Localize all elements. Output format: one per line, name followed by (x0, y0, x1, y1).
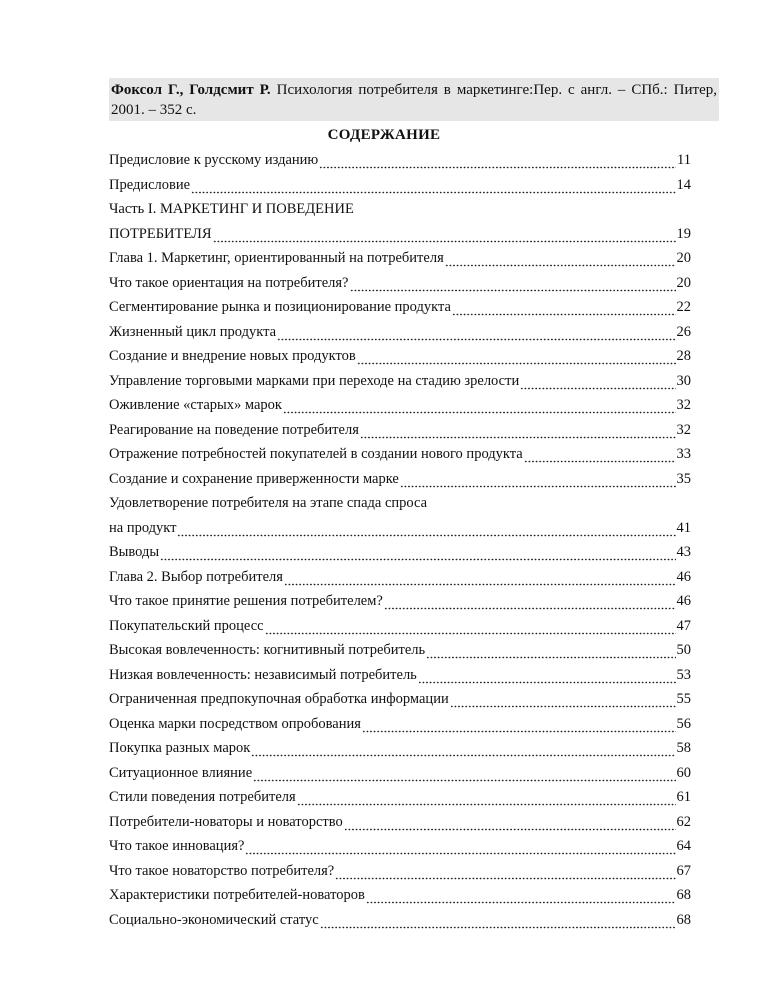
toc-entry-title: Социально-экономический статус (109, 911, 319, 928)
toc-dot-leader (344, 817, 676, 831)
toc-dot-leader (452, 302, 676, 316)
toc-entry (109, 540, 691, 565)
toc-page-number: 68 (676, 911, 691, 928)
toc-page-number: 20 (676, 274, 691, 291)
toc-entry-title: Оживление «старых» марок (109, 397, 282, 413)
toc-page-number: 56 (676, 715, 691, 732)
toc-page-number: 32 (676, 421, 691, 438)
toc-dot-leader (357, 351, 676, 365)
citation-text: Психология потребителя в маркетинге:Пер. с англ. – СПб.: Питер, 2001. – 352 с. (111, 82, 717, 118)
toc-entry (109, 393, 691, 418)
toc-entry (109, 712, 691, 737)
toc-entry-title: Потребители-новаторы и новаторство (109, 813, 343, 830)
toc-page-number: 61 (676, 789, 691, 805)
toc-entry-title: Отражение потребностей покупателей в создании нового продукта (109, 446, 523, 462)
toc-entry (109, 761, 691, 786)
table-of-contents (109, 148, 691, 932)
toc-dot-leader (520, 376, 675, 390)
toc-entry-title: Создание и внедрение новых продуктов (109, 348, 356, 364)
toc-dot-leader (360, 425, 676, 439)
toc-entry (109, 834, 691, 859)
toc-page-number: 60 (676, 764, 691, 781)
toc-dot-leader (445, 253, 676, 267)
toc-entry-title: Создание и сохранение приверженности марке (109, 470, 399, 487)
toc-page-number: 46 (676, 568, 691, 585)
toc-page-number: 19 (676, 225, 691, 242)
toc-entry-title: Что такое ориентация на потребителя? (109, 274, 349, 291)
citation-authors: Фоксол Г., Голдсмит Р. (111, 82, 271, 98)
toc-entry-title: Характеристики потребителей-новаторов (109, 887, 365, 903)
toc-entry-title: Предисловие к русскому изданию (109, 152, 319, 168)
toc-page-number: 68 (676, 887, 691, 903)
toc-entry (109, 908, 691, 933)
toc-entry (109, 271, 691, 296)
toc-page-number: 14 (676, 176, 691, 193)
toc-entry-title: Стили поведения потребителя (109, 789, 296, 805)
toc-page-number: 53 (676, 666, 691, 683)
toc-entry-title: Что такое новаторство потребителя? (109, 862, 335, 879)
toc-entry-title: Покупка разных марок (109, 740, 251, 756)
toc-page-number: 32 (676, 397, 691, 413)
toc-entry (109, 859, 691, 884)
toc-entry (109, 516, 691, 541)
toc-entry-title: Управление торговыми марками при переходе на стадию зрелости (109, 372, 520, 389)
toc-entry-title: Оценка марки посредством опробования (109, 715, 361, 732)
toc-entry (109, 638, 691, 663)
toc-page-number: 11 (677, 152, 691, 168)
toc-entry-title: Жизненный цикл продукта (109, 323, 277, 340)
toc-dot-leader (245, 841, 675, 855)
toc-page-number: 62 (676, 813, 691, 830)
toc-entry-title: Реагирование на поведение потребителя (109, 421, 359, 438)
toc-dot-leader (350, 278, 676, 292)
toc-page-number: 58 (676, 740, 691, 756)
toc-entry (109, 883, 691, 908)
toc-entry-title: Ограниченная предпокупочная обработка информации (109, 691, 449, 707)
toc-dot-leader (251, 743, 675, 757)
toc-entry (109, 344, 691, 369)
toc-entry (109, 810, 691, 835)
bibliographic-citation (109, 78, 719, 121)
toc-dot-leader (284, 572, 676, 586)
toc-page-number: 47 (676, 617, 691, 634)
toc-dot-leader (418, 670, 676, 684)
toc-dot-leader (450, 694, 676, 708)
toc-dot-leader (265, 621, 676, 635)
toc-entry (109, 320, 691, 345)
toc-entry (109, 246, 691, 271)
toc-dot-leader (362, 719, 676, 733)
toc-entry (109, 369, 691, 394)
toc-dot-leader (400, 474, 676, 488)
toc-entry (109, 173, 691, 198)
toc-page-number: 41 (676, 519, 691, 536)
toc-entry-title: Покупательский процесс (109, 617, 264, 634)
toc-entry-title: Предисловие (109, 176, 191, 193)
toc-entry-title: Сегментирование рынка и позиционирование продукта (109, 299, 451, 315)
toc-entry-title: Глава 1. Маркетинг, ориентированный на потребителя (109, 250, 444, 266)
toc-entry (109, 663, 691, 688)
toc-entry-title: Часть I. МАРКЕТИНГ И ПОВЕДЕНИЕ (109, 201, 354, 217)
toc-dot-leader (524, 449, 676, 463)
toc-page-number: 43 (676, 544, 691, 560)
toc-dot-leader (297, 792, 676, 806)
toc-page-number: 67 (676, 862, 691, 879)
toc-entry (109, 589, 691, 614)
toc-entry (109, 614, 691, 639)
toc-entry (109, 418, 691, 443)
toc-dot-leader (320, 915, 676, 929)
toc-page-number: 35 (676, 470, 691, 487)
toc-entry (109, 197, 691, 222)
toc-entry-title: Высокая вовлеченность: когнитивный потребитель (109, 642, 426, 658)
toc-page-number: 50 (676, 642, 691, 658)
toc-dot-leader (253, 768, 675, 782)
toc-entry-title: Что такое принятие решения потребителем? (109, 593, 383, 609)
toc-page-number: 33 (676, 446, 691, 462)
toc-entry (109, 491, 691, 516)
toc-entry-title: Выводы (109, 544, 160, 560)
toc-entry-title: Низкая вовлеченность: независимый потребитель (109, 666, 417, 683)
toc-page-number: 55 (676, 691, 691, 707)
toc-dot-leader (366, 890, 676, 904)
toc-entry (109, 565, 691, 590)
contents-heading: СОДЕРЖАНИЕ (327, 127, 441, 143)
toc-page-number: 26 (676, 323, 691, 340)
toc-entry (109, 222, 691, 247)
toc-entry-title: Что такое инновация? (109, 838, 245, 854)
toc-dot-leader (426, 645, 675, 659)
toc-entry (109, 687, 691, 712)
toc-entry-title: Ситуационное влияние (109, 764, 253, 781)
toc-entry-title: Удовлетворение потребителя на этапе спада спроса (109, 495, 428, 511)
toc-entry (109, 785, 691, 810)
toc-entry (109, 148, 691, 173)
toc-entry-title: на продукт (109, 519, 177, 536)
toc-dot-leader (283, 400, 676, 414)
toc-page-number: 20 (676, 250, 691, 266)
toc-dot-leader (213, 229, 676, 243)
toc-entry (109, 736, 691, 761)
toc-page-number: 30 (676, 372, 691, 389)
toc-page-number: 28 (676, 348, 691, 364)
toc-dot-leader (319, 155, 676, 169)
toc-entry (109, 467, 691, 492)
toc-entry (109, 295, 691, 320)
toc-page-number: 22 (676, 299, 691, 315)
toc-dot-leader (191, 180, 675, 194)
toc-dot-leader (160, 547, 675, 561)
toc-entry-title: Глава 2. Выбор потребителя (109, 568, 283, 585)
toc-page-number: 64 (676, 838, 691, 854)
toc-dot-leader (384, 596, 676, 610)
toc-dot-leader (177, 523, 675, 537)
toc-dot-leader (277, 327, 675, 341)
toc-entry-title: ПОТРЕБИТЕЛЯ (109, 225, 212, 242)
toc-page-number: 46 (676, 593, 691, 609)
toc-dot-leader (335, 866, 675, 880)
toc-entry (109, 442, 691, 467)
